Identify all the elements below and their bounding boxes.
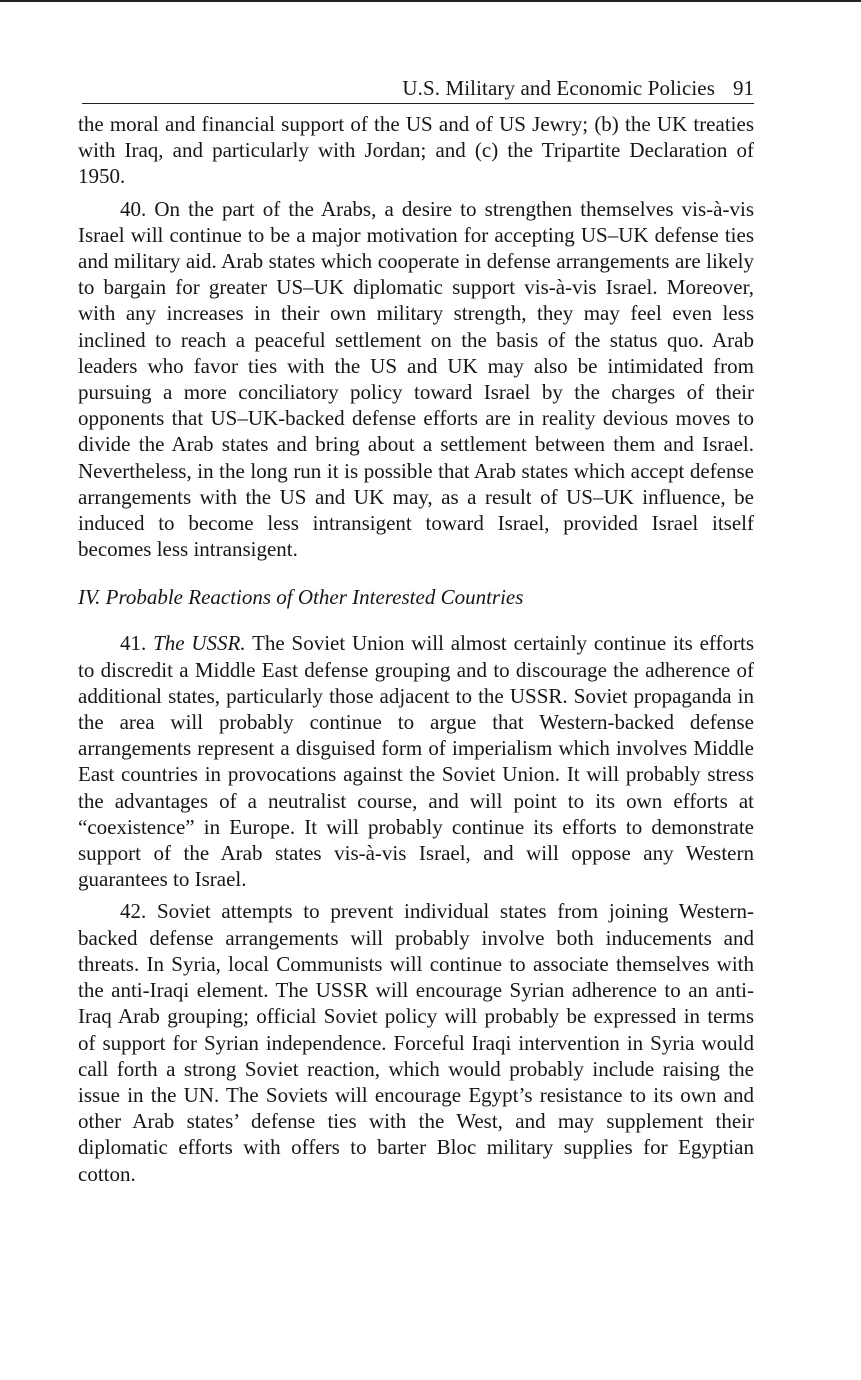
running-head-title: U.S. Military and Economic Policies	[402, 76, 715, 100]
paragraph-42: 42. Soviet attempts to prevent individual states from joining Western-backed defense arrangements will probably involve both inducements and threats. In Syria, local Communists will continue to associate themselves with the anti-Iraqi element. The USSR will encourage Syrian adherence to an anti-Iraq Arab grouping; official Soviet policy will probably be expressed in terms of support for Syrian independence. Forceful Iraqi intervention in Syria would call forth a strong Soviet reaction, which would probably include raising the issue in the UN. The Soviets will encourage Egypt’s resistance to its own and other Arab states’ defense ties with the West, and may supplement their diplomatic efforts with offers to barter Bloc military supplies for Egyptian cotton.	[78, 899, 754, 1186]
page-number: 91	[733, 76, 754, 100]
paragraph-continued: the moral and financial support of the US and of US Jewry; (b) the UK treaties with Iraq, and particularly with Jordan; and (c) the Tripartite Declaration of 1950.	[78, 112, 754, 189]
running-head	[82, 74, 754, 104]
document-page	[78, 74, 754, 1187]
paragraph-40: 40. On the part of the Arabs, a desire to strengthen themselves vis-à-vis Israel will continue to be a major motivation for accepting US–UK defense ties and military aid. Arab states which cooperate in defense arrangements are likely to bargain for greater US–UK diplomatic support vis-à-vis Israel. Moreover, with any increases in their own military strength, they may feel even less inclined to reach a peaceful settlement on the basis of the status quo. Arab leaders who favor ties with the US and UK may also be intimidated from pursuing a more conciliatory policy toward Israel by the charges of their opponents that US–UK-backed defense efforts are in reality devious moves to divide the Arab states and bring about a settlement between them and Israel. Nevertheless, in the long run it is possible that Arab states which accept defense arrangements with the US and UK may, as a result of US–UK influence, be induced to become less intransigent toward Israel, provided Israel itself becomes less intransigent.	[78, 196, 754, 562]
paragraph-41	[78, 630, 754, 892]
body-text	[78, 111, 754, 1187]
paragraph-41-number: 41.	[120, 631, 147, 656]
top-border-rule	[0, 0, 861, 2]
section-heading: IV. Probable Reactions of Other Interested Countries	[78, 585, 524, 610]
paragraph-41-lead: The USSR.	[153, 631, 246, 656]
paragraph-41-body: The Soviet Union will almost certainly continue its efforts to discredit a Middle East defense grouping and to discourage the adherence of additional states, particularly those adjacent to the USSR. Soviet propaganda in the area will probably continue to argue that Western-backed defense arrangements represent a disguised form of imperialism which involves Middle East countries in provocations against the Soviet Union. It will probably stress the advantages of a neutralist course, and will point to its own efforts at “coexistence” in Europe. It will probably continue its efforts to demonstrate support of the Arab states vis-à-vis Israel, and will oppose any Western guarantees to Israel.	[78, 631, 755, 892]
